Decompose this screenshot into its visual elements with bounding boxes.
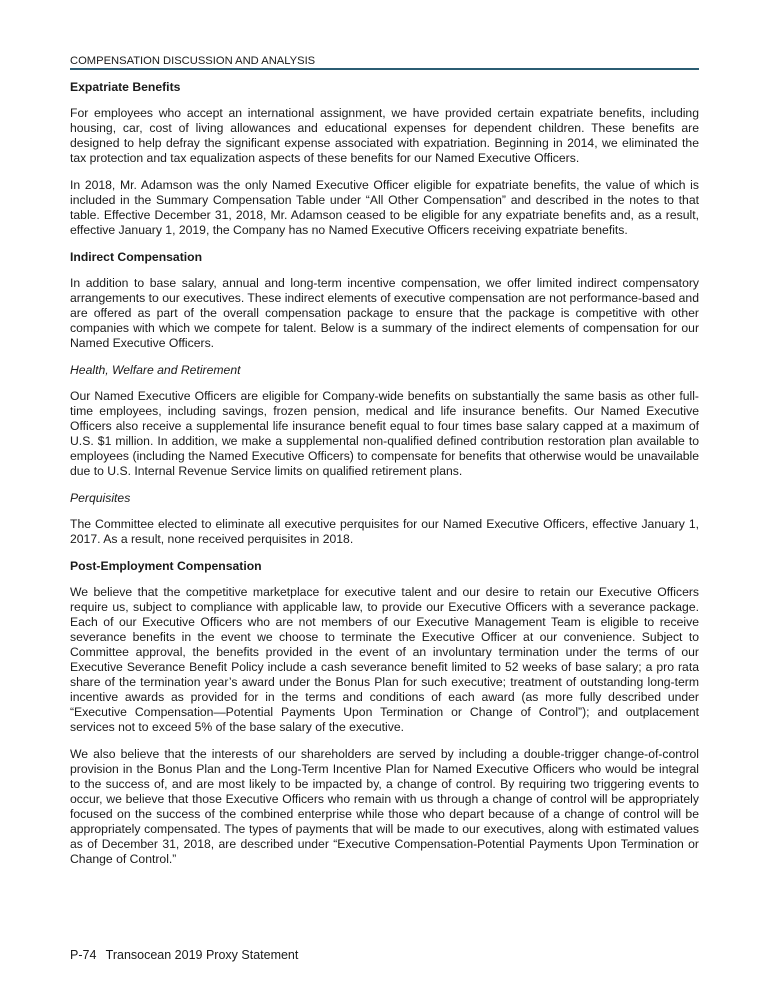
header-rule (70, 68, 699, 70)
section-post-employment-compensation (70, 559, 699, 867)
paragraph: In 2018, Mr. Adamson was the only Named Executive Officer eligible for expatriate benefits, the value of which is included in the Summary Compensation Table under “All Other Compensation” and described in the notes to that table. Effective December 31, 2018, Mr. Adamson ceased to be eligible for any expatriate benefits and, as a result, effective January 1, 2019, the Company has no Named Executive Officers receiving expatriate benefits. (70, 178, 699, 237)
running-head: COMPENSATION DISCUSSION AND ANALYSIS (70, 55, 316, 67)
paragraph: We also believe that the interests of our shareholders are served by including a double-trigger change-of-control provision in the Bonus Plan and the Long-Term Incentive Plan for Named Executive Officers who would be integral to the success of, and are most likely to be impacted by, a change of control. By requiring two triggering events to occur, we believe that those Executive Officers who remain with us through a change of control will be appropriately focused on the success of the combined enterprise while those who depart because of a change of control will be appropriately compensated. The types of payments that will be made to our executives, along with estimated values as of December 31, 2018, are described under “Executive Compensation-Potential Payments Upon Termination or Change of Control.” (70, 747, 699, 866)
subsection-heading: Health, Welfare and Retirement (70, 363, 241, 377)
section-heading: Indirect Compensation (70, 250, 203, 264)
section-heading: Post-Employment Compensation (70, 559, 262, 573)
section-expatriate-benefits (70, 80, 699, 238)
paragraph: In addition to base salary, annual and long-term incentive compensation, we offer limited indirect compensatory arrangements to our executives. These indirect elements of executive compensation are not performance-based and are offered as part of the overall compensation package to ensure that the package is competitive with other companies with which we compete for talent. Below is a summary of the indirect elements of compensation for our Named Executive Officers. (70, 276, 699, 350)
page-content (70, 80, 699, 879)
paragraph: The Committee elected to eliminate all executive perquisites for our Named Executive Officers, effective January 1, 2017. As a result, none received perquisites in 2018. (70, 517, 699, 546)
paragraph: Our Named Executive Officers are eligible for Company-wide benefits on substantially the same basis as other full-time employees, including savings, frozen pension, medical and life insurance benefits. Our Named Executive Officers also receive a supplemental life insurance benefit equal to four times base salary capped at a maximum of U.S. $1 million. In addition, we make a supplemental non-qualified defined contribution restoration plan available to employees (including the Named Executive Officers) to compensate for benefits that otherwise would be unavailable due to U.S. Internal Revenue Service limits on qualified retirement plans. (70, 389, 699, 478)
section-heading: Expatriate Benefits (70, 80, 181, 94)
publication-title: Transocean 2019 Proxy Statement (105, 948, 299, 962)
page-number: P-74 (70, 948, 97, 962)
paragraph: For employees who accept an international assignment, we have provided certain expatriate benefits, including housing, car, cost of living allowances and educational expenses for dependent children. These benefits are designed to help defray the significant expense associated with expatriation. Beginning in 2014, we eliminated the tax protection and tax equalization aspects of these benefits for our Named Executive Officers. (70, 106, 699, 165)
paragraph: We believe that the competitive marketplace for executive talent and our desire to retain our Executive Officers require us, subject to compliance with applicable law, to provide our Executive Officers with a severance package. Each of our Executive Officers who are not members of our Executive Management Team is eligible to receive severance benefits in the event we choose to terminate the Executive Officer at our convenience. Subject to Committee approval, the benefits provided in the event of an involuntary termination under the terms of our Executive Severance Benefit Policy include a cash severance benefit limited to 52 weeks of base salary; a pro rata share of the termination year’s award under the Bonus Plan for such executive; treatment of outstanding long-term incentive awards as provided for in the terms and conditions of each award (as more fully described under “Executive Compensation—Potential Payments Upon Termination or Change of Control”); and outplacement services not to exceed 5% of the base salary of the executive. (70, 585, 699, 734)
page-footer (70, 948, 298, 962)
subsection-health-welfare-retirement (70, 363, 699, 479)
subsection-heading: Perquisites (70, 491, 131, 505)
section-indirect-compensation (70, 250, 699, 547)
subsection-perquisites (70, 491, 699, 547)
